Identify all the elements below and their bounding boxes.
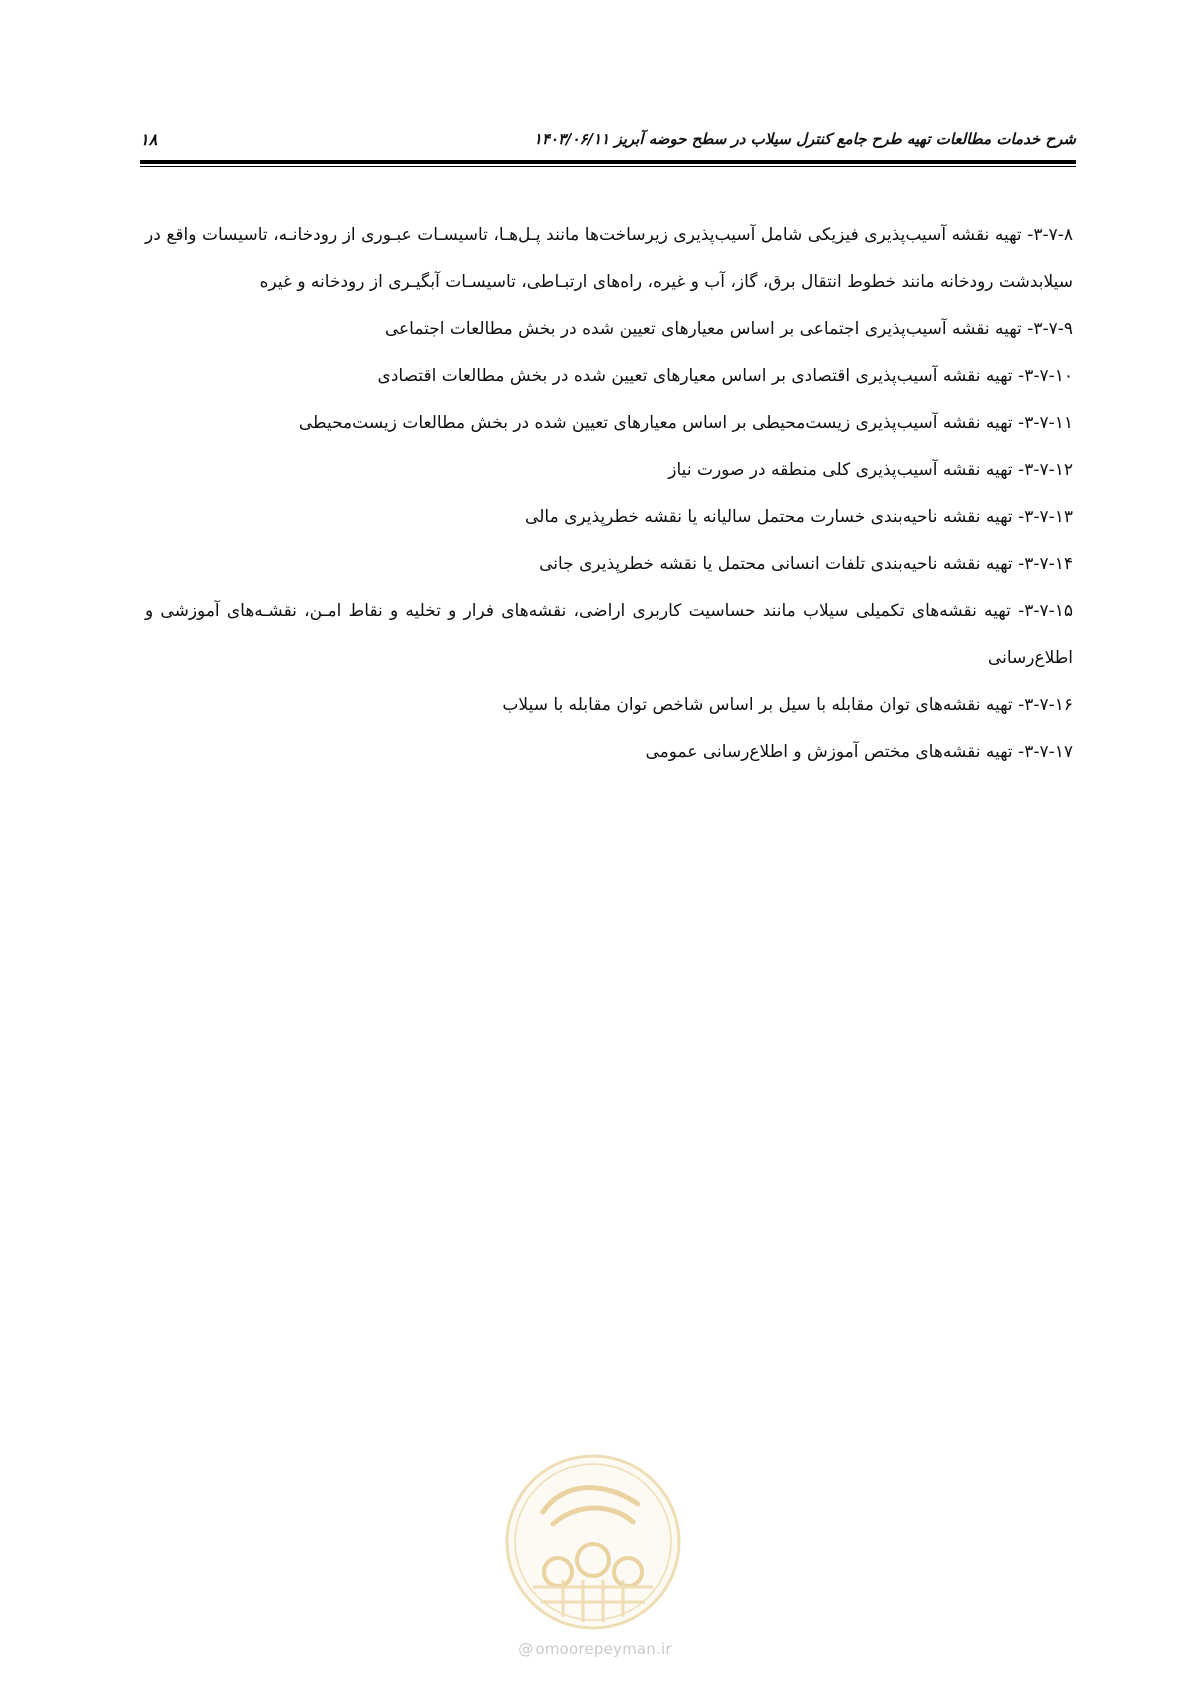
paragraph-3-7-17: ۳-۷-۱۷- تهیه نقشه‌های مختص آموزش و اطلاع‌رسانی عمومی [645, 742, 1073, 762]
at-sign-icon: @ [518, 1640, 534, 1658]
watermark-url [510, 1640, 680, 1658]
paragraph-3-7-10: ۳-۷-۱۰- تهیه نقشه آسیب‌پذیری اقتصادی بر اساس معیارهای تعیین شده در بخش مطالعات اقتصادی [377, 366, 1073, 386]
page-header [140, 118, 1076, 166]
paragraph-3-7-8: ۳-۷-۸- تهیه نقشه آسیب‌پذیری فیزیکی شامل آسیب‌پذیری زیرساخت‌ها مانند پـل‌هـا، تاسیسـات عبـوری از رودخانـه، تاسیسات واقع در سیلابدشت رودخانه مانند خطوط انتقال برق، گاز، آب و غیره، راه‌های ارتبـاطی، تاسیسـات آبگیـری از رودخانه و غیره [145, 225, 1073, 292]
paragraph-3-7-16: ۳-۷-۱۶- تهیه نقشه‌های توان مقابله با سیل بر اساس شاخص توان مقابله با سیلاب [502, 695, 1073, 715]
page-number: ۱۸ [140, 130, 158, 149]
paragraph-3-7-11: ۳-۷-۱۱- تهیه نقشه آسیب‌پذیری زیست‌محیطی بر اساس معیارهای تعیین شده در بخش مطالعات زیست‌محیطی [298, 413, 1073, 433]
paragraph-3-7-9: ۳-۷-۹- تهیه نقشه آسیب‌پذیری اجتماعی بر اساس معیارهای تعیین شده در بخش مطالعات اجتماعی [384, 319, 1073, 339]
header-title-block [512, 130, 1076, 148]
watermark-seal-icon [503, 1452, 683, 1632]
paragraph-3-7-13: ۳-۷-۱۳- تهیه نقشه ناحیه‌بندی خسارت محتمل سالیانه یا نقشه خطرپذیری مالی [525, 507, 1073, 527]
header-rule-thin [140, 166, 1076, 167]
header-rule-thick [140, 160, 1076, 164]
paragraph-3-7-14: ۳-۷-۱۴- تهیه نقشه ناحیه‌بندی تلفات انسانی محتمل یا نقشه خطرپذیری جانی [539, 554, 1073, 574]
omoorepeyman-watermark-logo [503, 1452, 683, 1632]
paragraph-3-7-15: ۳-۷-۱۵- تهیه نقشه‌های تکمیلی سیلاب مانند حساسیت کاربری اراضی، نقشه‌های فرار و تخلیه و نقاط امـن، نقشـه‌های آموزشی و اطلاع‌رسانی [145, 601, 1073, 668]
watermark-url-text: omoorepeyman.ir [535, 1640, 672, 1658]
document-title: شرح خدمات مطالعات تهیه طرح جامع کنترل سیلاب در سطح حوضه آبریز [614, 130, 1076, 148]
paragraph-3-7-12: ۳-۷-۱۲- تهیه نقشه آسیب‌پذیری کلی منطقه در صورت نیاز [668, 460, 1073, 480]
document-date: ۱۴۰۳/۰۶/۱۱ [533, 130, 610, 148]
body-content [145, 212, 1073, 776]
